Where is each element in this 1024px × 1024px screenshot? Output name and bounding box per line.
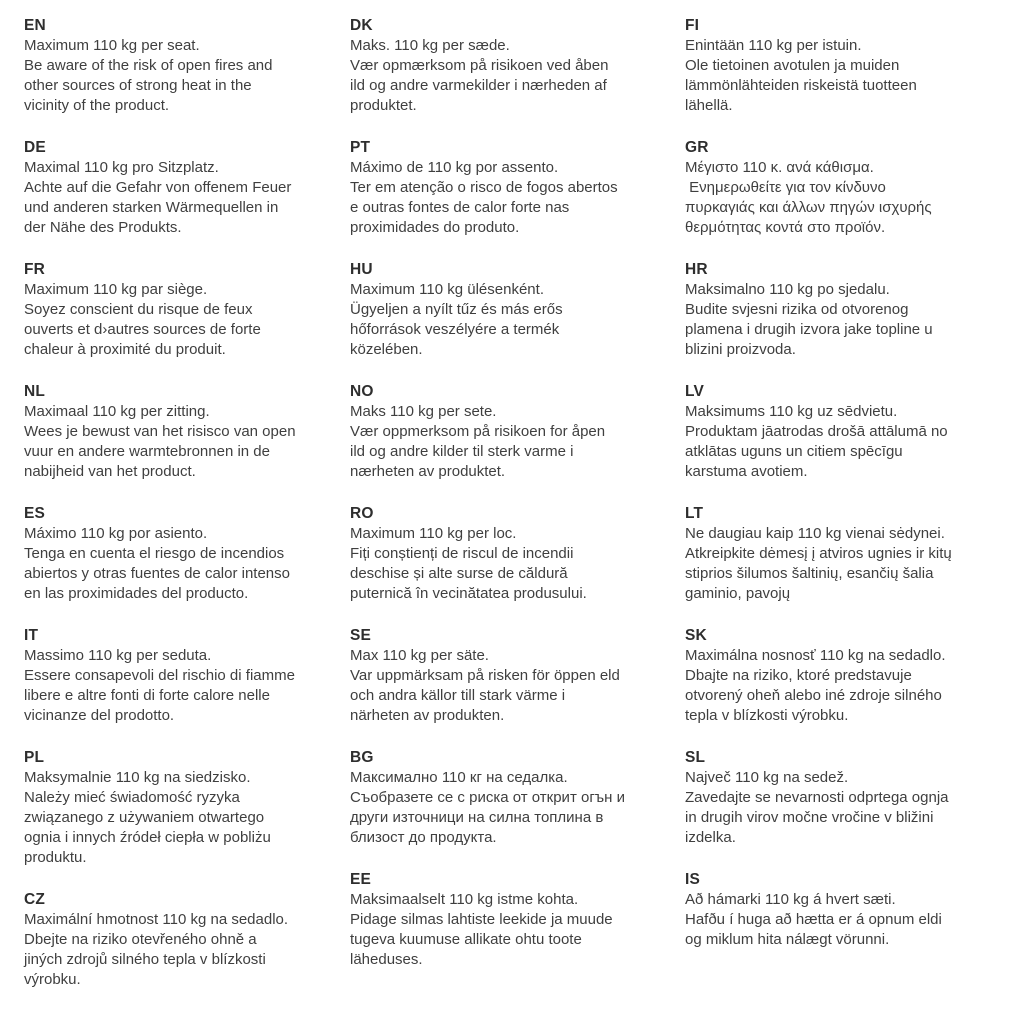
language-code: SE <box>350 627 372 644</box>
instruction-line: výrobku. <box>24 971 81 988</box>
language-block <box>350 138 678 238</box>
instruction-line: Var uppmärksam på risken för öppen eld <box>350 667 620 684</box>
instruction-line: och andra källor till stark värme i <box>350 687 566 704</box>
instruction-line: tepla v blízkosti výrobku. <box>685 707 849 724</box>
language-block <box>350 626 678 726</box>
language-block <box>685 626 1021 726</box>
language-block <box>350 382 678 482</box>
instruction-line: puternică în vecinătatea produsului. <box>350 585 587 602</box>
instruction-line: Maximum 110 kg par siège. <box>24 281 208 298</box>
language-block <box>350 748 678 848</box>
language-code: CZ <box>24 891 46 908</box>
instruction-line: близост до продукта. <box>350 829 497 846</box>
instruction-line: Μέγιστο 110 κ. ανά κάθισμα. <box>685 159 874 176</box>
instruction-line: Ole tietoinen avotulen ja muiden <box>685 57 900 74</box>
language-code: RO <box>350 505 374 522</box>
instruction-line: πυρκαγιάς και άλλων πηγών ισχυρής <box>685 199 932 216</box>
language-block <box>24 138 344 238</box>
instruction-line: Maximum 110 kg ülésenként. <box>350 281 544 298</box>
language-code: FR <box>24 261 46 278</box>
instruction-line: blizini proizvoda. <box>685 341 796 358</box>
language-block <box>685 138 1021 238</box>
instruction-line: ognia i innych źródeł ciepła w pobliżu <box>24 829 271 846</box>
instruction-line: plamena i drugih izvora jake topline u <box>685 321 933 338</box>
instruction-line: Produktam jāatrodas drošā attālumā no <box>685 423 948 440</box>
instruction-line: produktet. <box>350 97 417 114</box>
instruction-line: karstuma avotiem. <box>685 463 808 480</box>
language-column-left <box>24 16 344 1012</box>
instruction-line: związanego z używaniem otwartego <box>24 809 265 826</box>
language-block <box>24 626 344 726</box>
instruction-line: und anderen starken Wärmequellen in <box>24 199 279 216</box>
instruction-line: Atkreipkite dėmesį į atviros ugnies ir kitų <box>685 545 952 562</box>
language-code: BG <box>350 749 374 766</box>
instruction-line: Maximum 110 kg per seat. <box>24 37 200 54</box>
instruction-line: lähellä. <box>685 97 733 114</box>
language-code: NO <box>350 383 374 400</box>
instruction-line: Največ 110 kg na sedež. <box>685 769 849 786</box>
instruction-line: Maksimums 110 kg uz sēdvietu. <box>685 403 898 420</box>
instruction-line: närheten av produkten. <box>350 707 505 724</box>
instruction-line: Be aware of the risk of open fires and <box>24 57 273 74</box>
instruction-line: Ενημερωθείτε για τον κίνδυνο <box>685 179 886 196</box>
instruction-line: Dbajte na riziko, ktoré predstavuje <box>685 667 912 684</box>
language-code: GR <box>685 139 709 156</box>
instruction-line: közelében. <box>350 341 423 358</box>
language-block <box>350 870 678 970</box>
language-column-middle <box>350 16 678 992</box>
language-column-right <box>685 16 1021 972</box>
instruction-line: ild og andre kilder til sterk varme i <box>350 443 574 460</box>
language-code: FI <box>685 17 700 34</box>
instruction-line: Máximo de 110 kg por assento. <box>350 159 559 176</box>
instruction-line: Enintään 110 kg per istuin. <box>685 37 862 54</box>
language-code: DE <box>24 139 46 156</box>
instruction-line: Należy mieć świadomość ryzyka <box>24 789 240 806</box>
instruction-line: Budite svjesni rizika od otvorenog <box>685 301 909 318</box>
instruction-line: atklātas uguns un citiem spēcīgu <box>685 443 903 460</box>
language-block <box>24 260 344 360</box>
language-code: IS <box>685 871 701 888</box>
instruction-line: Zavedajte se nevarnosti odprtega ognja <box>685 789 949 806</box>
instruction-line: Achte auf die Gefahr von offenem Feuer <box>24 179 292 196</box>
language-block <box>24 382 344 482</box>
instruction-line: Soyez conscient du risque de feux <box>24 301 253 318</box>
instruction-line: Wees je bewust van het risisco van open <box>24 423 296 440</box>
language-block <box>24 504 344 604</box>
instruction-line: hőforrások veszélyére a termék <box>350 321 560 338</box>
language-block <box>350 16 678 116</box>
instruction-line: nærheten av produktet. <box>350 463 506 480</box>
instruction-line: Max 110 kg per säte. <box>350 647 489 664</box>
instruction-line: Að hámarki 110 kg á hvert sæti. <box>685 891 896 908</box>
language-code: EE <box>350 871 372 888</box>
instruction-line: vicinity of the product. <box>24 97 170 114</box>
instruction-line: e outras fontes de calor forte nas <box>350 199 570 216</box>
language-block <box>24 890 344 990</box>
language-block <box>24 16 344 116</box>
instruction-line: Maks 110 kg per sete. <box>350 403 497 420</box>
language-block <box>24 748 344 868</box>
instruction-line: Fiți conștienți de riscul de incendii <box>350 545 574 562</box>
instruction-line: other sources of strong heat in the <box>24 77 252 94</box>
language-block <box>685 16 1021 116</box>
instruction-line: Pidage silmas lahtiste leekide ja muude <box>350 911 613 928</box>
instruction-line: Ter em atenção o risco de fogos abertos <box>350 179 618 196</box>
instruction-line: Maximum 110 kg per loc. <box>350 525 517 542</box>
language-code: PL <box>24 749 45 766</box>
instruction-line: en las proximidades del producto. <box>24 585 249 602</box>
instruction-line: θερμότητας κοντά στο προϊόν. <box>685 219 886 236</box>
instruction-line: Massimo 110 kg per seduta. <box>24 647 212 664</box>
language-code: HR <box>685 261 708 278</box>
instruction-line: Съобразете се с риска от открит огън и <box>350 789 625 806</box>
instruction-line: други източници на силна топлина в <box>350 809 604 826</box>
language-block <box>350 260 678 360</box>
instruction-line: Tenga en cuenta el riesgo de incendios <box>24 545 285 562</box>
instruction-line: läheduses. <box>350 951 423 968</box>
instruction-line: Maksimalno 110 kg po sjedalu. <box>685 281 890 298</box>
instruction-line: proximidades do produto. <box>350 219 520 236</box>
instruction-line: Maksimaalselt 110 kg istme kohta. <box>350 891 579 908</box>
instruction-line: produktu. <box>24 849 87 866</box>
language-code: NL <box>24 383 46 400</box>
instruction-line: Maks. 110 kg per sæde. <box>350 37 510 54</box>
instruction-line: jiných zdrojů silného tepla v blízkosti <box>24 951 266 968</box>
instruction-line: Maximaal 110 kg per zitting. <box>24 403 210 420</box>
language-code: SK <box>685 627 707 644</box>
language-block <box>350 504 678 604</box>
instruction-line: lämmönlähteiden riskeistä tuotteen <box>685 77 917 94</box>
language-code: DK <box>350 17 373 34</box>
instruction-line: abiertos y otras fuentes de calor intenso <box>24 565 290 582</box>
instruction-line: Maximal 110 kg pro Sitzplatz. <box>24 159 219 176</box>
instruction-line: ouverts et d›autres sources de forte <box>24 321 261 338</box>
instruction-line: Maximálna nosnosť 110 kg na sedadlo. <box>685 647 946 664</box>
instruction-line: Hafðu í huga að hætta er á opnum eldi <box>685 911 942 928</box>
instruction-line: Ügyeljen a nyílt tűz és más erős <box>350 301 563 318</box>
instruction-line: Maximální hmotnost 110 kg na sedadlo. <box>24 911 289 928</box>
instruction-line: Essere consapevoli del rischio di fiamme <box>24 667 295 684</box>
language-block <box>685 504 1021 604</box>
language-code: PT <box>350 139 371 156</box>
instruction-line: vuur en andere warmtebronnen in de <box>24 443 270 460</box>
language-block <box>685 260 1021 360</box>
instruction-line: chaleur à proximité du produit. <box>24 341 226 358</box>
instruction-line: Dbejte na riziko otevřeného ohně a <box>24 931 257 948</box>
instruction-line: ild og andre varmekilder i nærheden af <box>350 77 607 94</box>
instruction-line: Vær opmærksom på risikoen ved åben <box>350 57 609 74</box>
instruction-line: stiprios šilumos šaltinių, esančių šalia <box>685 565 934 582</box>
language-code: HU <box>350 261 373 278</box>
instruction-line: libere e altre fonti di forte calore nelle <box>24 687 270 704</box>
language-code: EN <box>24 17 46 34</box>
instruction-line: Vær oppmerksom på risikoen for åpen <box>350 423 606 440</box>
instruction-line: tugeva kuumuse allikate ohtu toote <box>350 931 582 948</box>
instruction-line: in drugih virov močne vročine v bližini <box>685 809 934 826</box>
instruction-line: Máximo 110 kg por asiento. <box>24 525 208 542</box>
language-code: IT <box>24 627 39 644</box>
language-code: LT <box>685 505 704 522</box>
instruction-line: nabijheid van het product. <box>24 463 196 480</box>
instruction-line: izdelka. <box>685 829 736 846</box>
instruction-line: otvorený oheň alebo iné zdroje silného <box>685 687 942 704</box>
language-block <box>685 870 1021 950</box>
instruction-line: der Nähe des Produkts. <box>24 219 182 236</box>
instruction-line: vicinanze del prodotto. <box>24 707 175 724</box>
instruction-line: og miklum hita nálægt vörunni. <box>685 931 890 948</box>
instruction-line: Maksymalnie 110 kg na siedzisko. <box>24 769 251 786</box>
language-code: LV <box>685 383 705 400</box>
language-block <box>685 748 1021 848</box>
language-code: SL <box>685 749 706 766</box>
language-block <box>685 382 1021 482</box>
instruction-line: Максимално 110 кг на седалка. <box>350 769 568 786</box>
instruction-line: Ne daugiau kaip 110 kg vienai sėdynei. <box>685 525 945 542</box>
language-code: ES <box>24 505 46 522</box>
instruction-line: gaminio, pavojų <box>685 585 791 602</box>
instruction-line: deschise și alte surse de căldură <box>350 565 568 582</box>
